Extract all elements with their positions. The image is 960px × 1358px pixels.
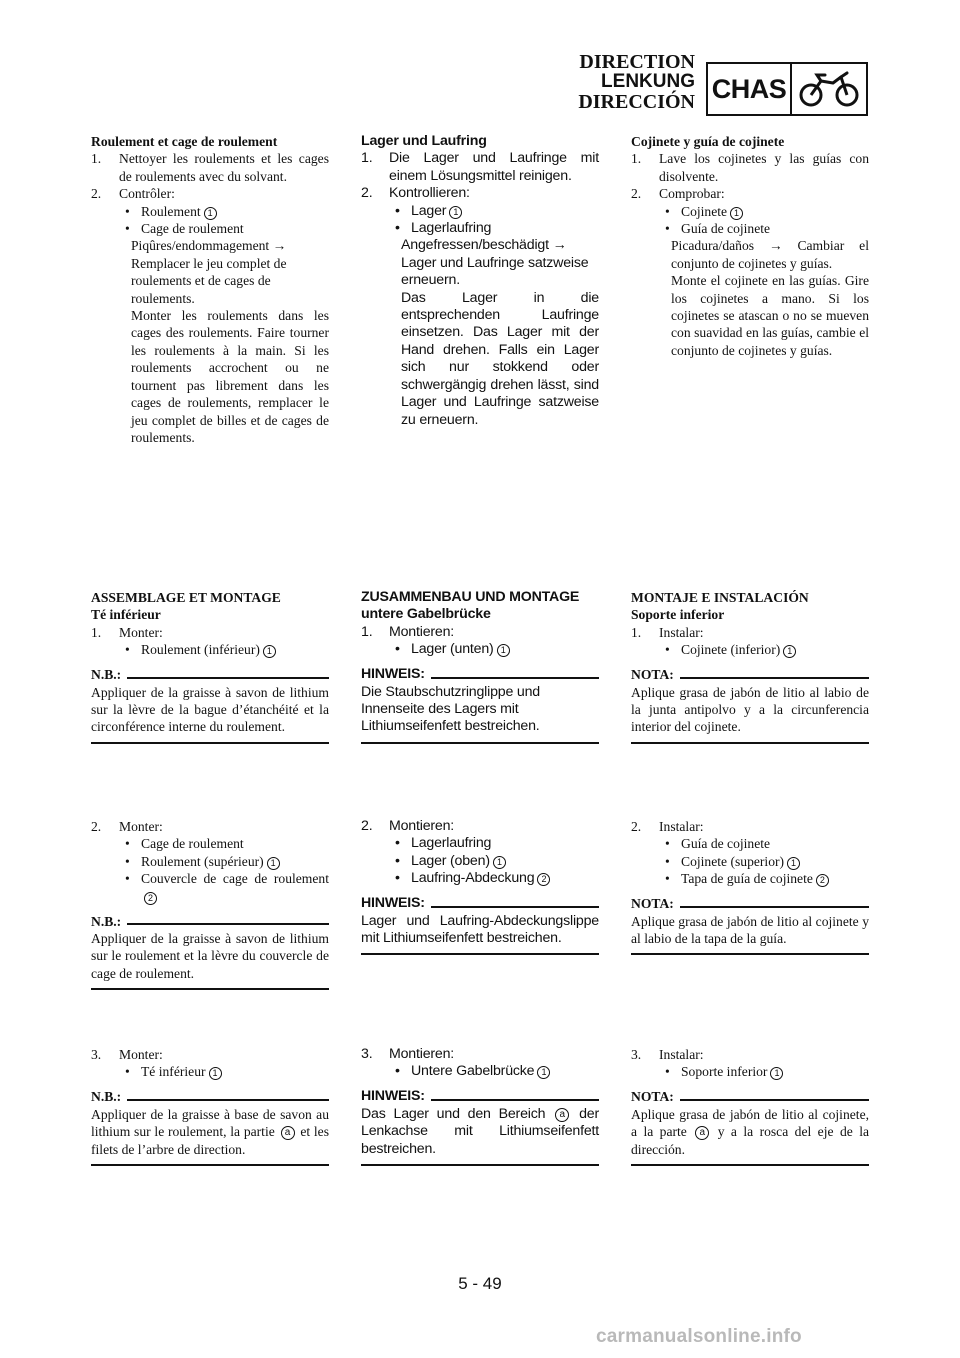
step-1: 1. Nettoyer les roulements et les cages de roulements avec du solvant. — [91, 151, 329, 184]
bullet-item: • Couvercle de cage de roulement 2 — [91, 870, 329, 905]
bullet-item: • Roulement (inférieur) 1 — [91, 641, 329, 658]
step-2: 2. Montieren: — [361, 818, 455, 834]
note-rule — [680, 677, 869, 679]
note-header — [91, 913, 329, 930]
bullet-item: • Guía de cojinete — [631, 220, 869, 237]
step-2: 2. Instalar: — [631, 819, 704, 834]
bullet-item: • Lagerlaufring — [361, 220, 599, 237]
bullet-item: • Lagerlaufring — [361, 835, 599, 852]
heading: Lager und Laufring — [361, 133, 487, 149]
step-2: 2. Kontrollieren: — [361, 185, 470, 202]
note-text: Die Staubschutzringlippe und Innenseite des Lagers mit Lithiumseifenfett bestreichen. — [361, 684, 599, 744]
section-titles — [500, 52, 695, 112]
note-text: Appliquer de la graisse à savon de lithium sur le roulement et la lèvre du couvercle de cage de roulement. — [91, 930, 329, 990]
ref-number: 1 — [783, 645, 796, 658]
es-lower-bracket-step3 — [631, 1046, 869, 1166]
note-rule — [680, 906, 869, 908]
ref-number: 1 — [493, 856, 506, 869]
bullet-item: • Untere Gabelbrücke 1 — [361, 1063, 599, 1080]
de-lower-bracket-install — [361, 589, 599, 744]
bullet-item: • Cojinete 1 — [631, 203, 869, 220]
ref-number: 1 — [267, 857, 280, 870]
note-text: Aplique grasa de jabón de litio al labio de la junta antipolvo y a la circunferencia interior del cojinete. — [631, 684, 869, 744]
bullet-item: • Lager (oben) 1 — [361, 853, 599, 870]
note-label: NOTA: — [631, 1089, 674, 1105]
step-1: 1. Monter: — [91, 624, 163, 640]
ref-number: 2 — [144, 892, 157, 905]
bullet-item: • Tapa de guía de cojinete 2 — [631, 870, 869, 887]
note-label: N.B.: — [91, 667, 122, 683]
ref-number: 2 — [537, 873, 550, 886]
bullet-item: • Cage de roulement — [91, 835, 329, 852]
note-text: Appliquer de la graisse à savon de lithium sur la lèvre de la bague d’étanchéité et la circonférence interne du roulement. — [91, 684, 329, 744]
detail-text: Piqûres/endommagement → Remplacer le jeu complet de roulements et de cages de roulements. — [131, 238, 287, 306]
step-1: 1. Montieren: — [361, 623, 455, 640]
detail-text: Picadura/daños → Cambiar el conjunto de cojinetes y guías. — [671, 238, 869, 271]
de-lower-bracket-step3 — [361, 1046, 599, 1166]
step-2: 2. Monter: — [91, 819, 163, 834]
heading: ASSEMBLAGE ET MONTAGE — [91, 590, 281, 605]
ref-number: 1 — [209, 1067, 222, 1080]
step-1: 1. Instalar: — [631, 624, 704, 640]
step-3: 3. Instalar: — [631, 1047, 704, 1062]
step-1: 1. Die Lager und Laufringe mit einem Lösungsmittel reinigen. — [361, 150, 599, 184]
watermark-text: carmanualsonline.info — [596, 1326, 802, 1347]
note-header — [631, 667, 869, 684]
es-bearing-inspection — [631, 133, 869, 359]
note-label: HINWEIS: — [361, 895, 425, 912]
note-rule — [431, 1099, 599, 1101]
section-label: CHAS — [708, 64, 792, 114]
ref-number: 1 — [263, 645, 276, 658]
note-rule — [680, 1099, 869, 1101]
note-rule — [127, 677, 329, 679]
ref-number: 1 — [730, 207, 743, 220]
step-2: 2. Contrôler: — [91, 186, 175, 202]
ref-number: 1 — [204, 207, 217, 220]
bullet-item: • Soporte inferior 1 — [631, 1063, 869, 1080]
subheading: untere Gabelbrücke — [361, 606, 491, 623]
heading: MONTAJE E INSTALACIÓN — [631, 590, 809, 605]
step-1: 1. Lave los cojinetes y las guías con disolvente. — [631, 151, 869, 184]
bullet-item: • Cage de roulement — [91, 220, 329, 237]
note-label: NOTA: — [631, 896, 674, 912]
note-text: Aplique grasa de jabón de litio al cojinete, a la parte a y a la rosca del eje de la dirección. — [631, 1106, 869, 1166]
subheading: Soporte inferior — [631, 607, 725, 623]
bullet-item: • Roulement 1 — [91, 203, 329, 220]
fr-lower-bracket-install — [91, 589, 329, 744]
ref-letter: a — [695, 1126, 709, 1140]
step-3: 3. Monter: — [91, 1047, 163, 1062]
ref-letter: a — [281, 1126, 295, 1140]
note-text: Appliquer de la graisse à base de savon au lithium sur le roulement, la partie a et les filets de l’arbre de direction. — [91, 1106, 329, 1166]
ref-number: 1 — [449, 206, 462, 219]
title-de: LENKUNG — [601, 71, 695, 92]
bullet-item: • Cojinete (superior) 1 — [631, 853, 869, 870]
de-upper-bearing-install — [361, 818, 599, 955]
detail-text: Monter les roulements dans les cages des roulements. Faire tourner les roulements à la main. Si les roulements accrochent ou ne tournent pas librement dans les cages de roulements, remplacer le jeu complet de billes et de cages de roulements. — [131, 308, 329, 445]
note-label: HINWEIS: — [361, 666, 425, 683]
note-header — [91, 667, 329, 684]
bullet-item: • Lager (unten) 1 — [361, 641, 599, 658]
note-text: Lager und Laufring-Abdeckungslippe mit Lithiumseifenfett bestreichen. — [361, 913, 599, 956]
fr-bearing-inspection — [91, 133, 329, 446]
note-header — [631, 896, 869, 913]
bullet-item: • Laufring-Abdeckung 2 — [361, 870, 599, 887]
note-label: NOTA: — [631, 667, 674, 683]
title-es: DIRECCIÓN — [578, 91, 695, 113]
note-label: HINWEIS: — [361, 1088, 425, 1105]
note-header — [361, 667, 599, 684]
note-text: Das Lager und den Bereich a der Lenkachse mit Lithiumseifenfett bestreichen. — [361, 1106, 599, 1166]
note-rule — [431, 906, 599, 908]
bullet-item: • Té inférieur 1 — [91, 1063, 329, 1080]
ref-number: 1 — [497, 644, 510, 657]
page-number: 5 - 49 — [458, 1274, 502, 1293]
detail-text: Das Lager in die entsprechenden Laufringe einsetzen. Das Lager mit der Hand drehen. Falls ein Lager sich nur stokkend oder schwergängig drehen lässt, sind Lager und Laufringe satzweise zu erneuern. — [401, 289, 599, 428]
fr-lower-bracket-step3 — [91, 1046, 329, 1166]
es-lower-bracket-install — [631, 589, 869, 744]
detail-text: Monte el cojinete en las guías. Gire los cojinetes a mano. Si los cojinetes se atascan o no se mueven con suavidad en las guías, cambie el conjunto de cojinetes y guías. — [671, 273, 869, 358]
ref-number: 1 — [537, 1066, 550, 1079]
heading: Cojinete y guía de cojinete — [631, 134, 785, 149]
bullet-item: • Guía de cojinete — [631, 835, 869, 852]
note-header — [361, 896, 599, 913]
note-label: N.B.: — [91, 1089, 122, 1105]
es-upper-bearing-install — [631, 818, 869, 955]
detail-text: Angefressen/beschädigt → Lager und Laufringe satzweise erneuern. — [401, 237, 589, 289]
fr-upper-bearing-install — [91, 818, 329, 990]
note-text: Aplique grasa de jabón de litio al cojinete y al labio de la tapa de la guía. — [631, 913, 869, 956]
note-header — [91, 1089, 329, 1106]
ref-number: 2 — [816, 874, 829, 887]
de-bearing-inspection — [361, 133, 599, 429]
note-rule — [431, 677, 599, 679]
ref-letter: a — [555, 1108, 569, 1122]
bullet-item: • Lager 1 — [361, 203, 599, 220]
heading: ZUSAMMENBAU UND MONTAGE — [361, 589, 580, 605]
note-rule — [127, 923, 329, 925]
bullet-item: • Roulement (supérieur) 1 — [91, 853, 329, 870]
title-fr: DIRECTION — [579, 51, 695, 73]
ref-number: 1 — [770, 1067, 783, 1080]
subheading: Té inférieur — [91, 607, 161, 623]
note-rule — [127, 1099, 329, 1101]
note-label: N.B.: — [91, 913, 122, 929]
motorcycle-icon — [792, 64, 866, 114]
bullet-item: • Cojinete (inferior) 1 — [631, 641, 869, 658]
step-3: 3. Montieren: — [361, 1046, 455, 1062]
section-tab — [706, 62, 868, 116]
heading: Roulement et cage de roulement — [91, 134, 278, 149]
ref-number: 1 — [787, 857, 800, 870]
note-header — [361, 1089, 599, 1106]
step-2: 2. Comprobar: — [631, 186, 725, 202]
note-header — [631, 1089, 869, 1106]
